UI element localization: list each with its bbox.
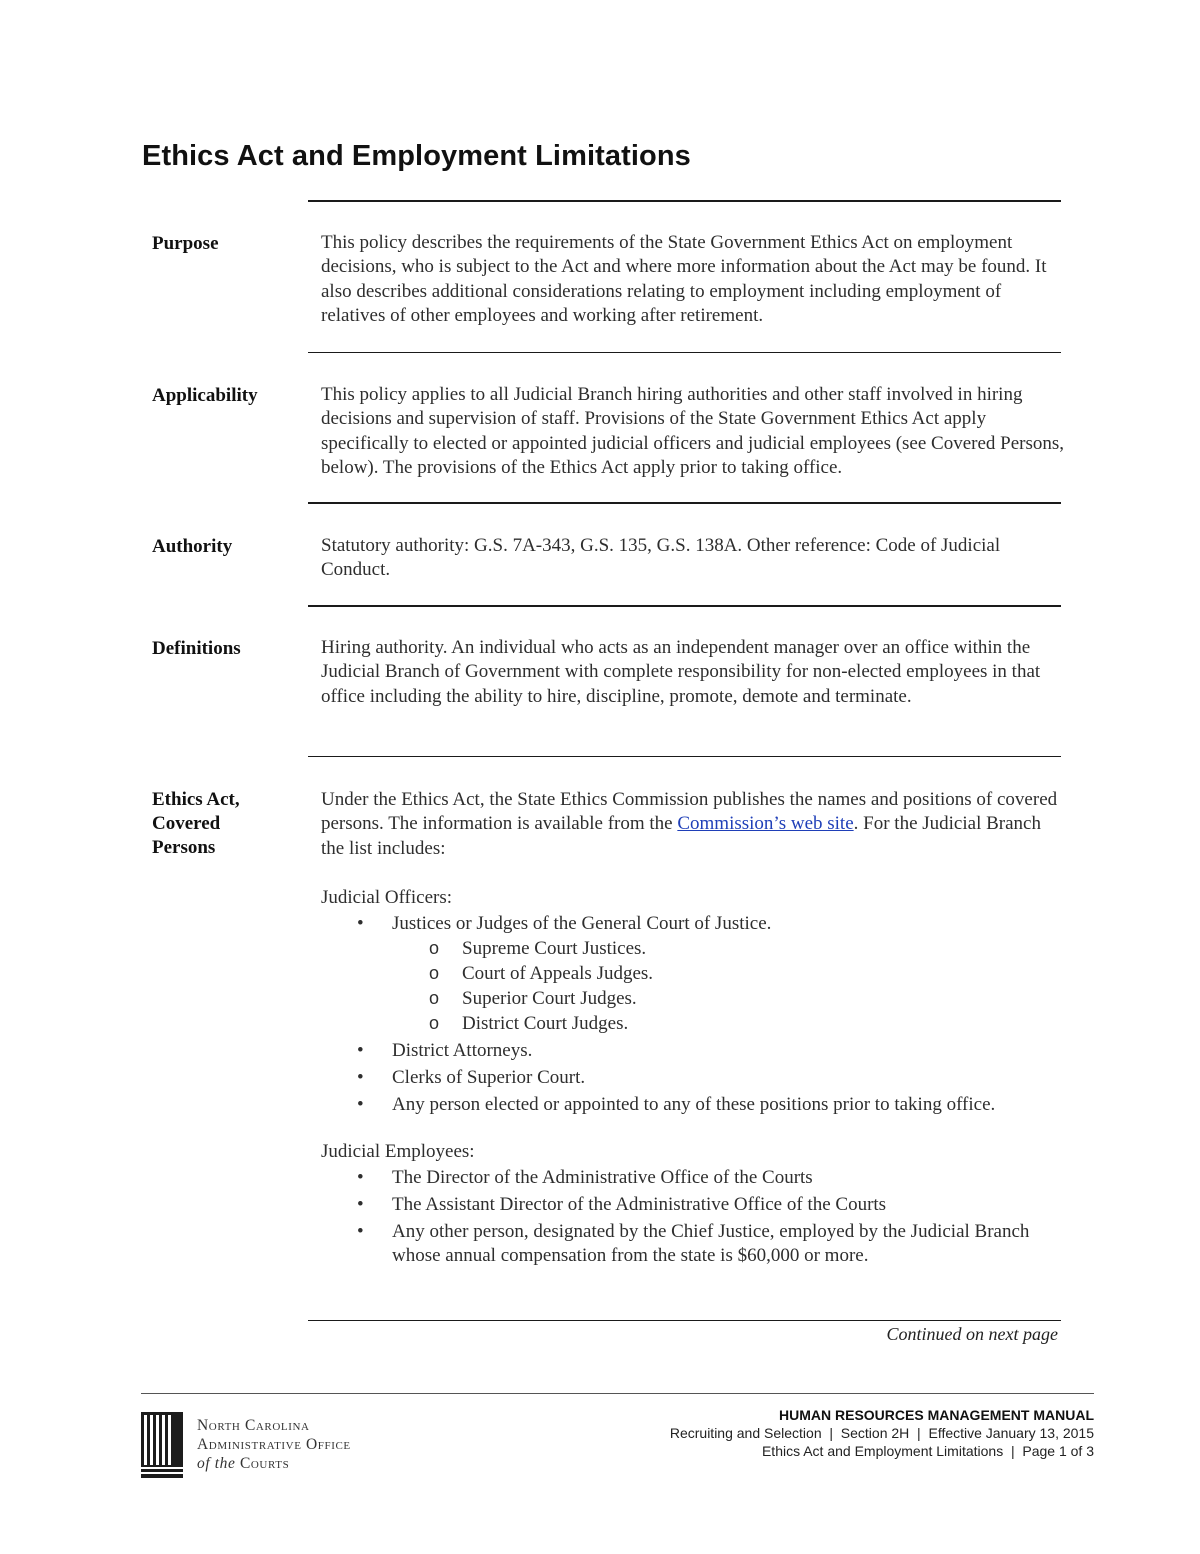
officers-heading: Judicial Officers: (321, 886, 453, 908)
list-item (321, 1066, 1066, 1090)
list-item-text: Any other person, designated by the Chief Justice, employed by the Judicial Branch whose annual compensation from the state is $60,000 or more. (392, 1221, 1030, 1267)
list-item (321, 1166, 1066, 1190)
definitions-label: Definitions (152, 638, 241, 659)
logo-line-text: Courts (235, 1455, 290, 1472)
hollow-circle-icon: o (429, 1012, 440, 1033)
aoc-logo-text (197, 1416, 351, 1473)
covered-intro-text: . For the Judicial Branch the list includes: (321, 813, 1041, 859)
covered-label-line: Persons (152, 837, 216, 858)
list-item-text: Justices or Judges of the General Court of Justice. (392, 913, 772, 935)
list-item (321, 1039, 1066, 1063)
footer-divider (141, 1393, 1094, 1394)
list-item-text: Clerks of Superior Court. (392, 1066, 586, 1088)
section-divider (308, 1320, 1061, 1321)
footer-section-info: Recruiting and Selection | Section 2H | Effective January 13, 2015 (669, 1425, 1094, 1441)
covered-label-line: Covered (152, 813, 221, 834)
purpose-text: This policy describes the requirements of the State Government Ethics Act on employment decisions, who is subject to the Act and where more information about the Act may be found. It also describes additional considerations relating to employment including employment of relatives of other employees and working after retirement. (321, 232, 1047, 326)
sub-list-item-text: Court of Appeals Judges. (462, 963, 654, 985)
page-title: Ethics Act and Employment Limitations (142, 140, 691, 172)
bullet-dot-icon: • (357, 1066, 364, 1088)
courthouse-columns-logo-icon (141, 1412, 183, 1478)
authority-text: Statutory authority: G.S. 7A-343, G.S. 135, G.S. 138A. Other reference: Code of Judicial Conduct. (321, 535, 1001, 581)
sub-list-item (392, 937, 1066, 961)
courts-sublist (392, 937, 1066, 1035)
covered-label-line: Ethics Act, (152, 789, 240, 810)
footer-info (670, 1406, 1094, 1460)
list-item-text: District Attorneys. (392, 1039, 533, 1061)
hollow-circle-icon: o (429, 987, 440, 1008)
section-divider (308, 502, 1061, 504)
list-item-text: The Director of the Administrative Office of the Courts (392, 1167, 813, 1189)
continued-note: Continued on next page (886, 1324, 1058, 1344)
logo-italic-text: of the (197, 1455, 236, 1472)
covered-persons-label (152, 788, 240, 860)
purpose-label: Purpose (152, 233, 219, 254)
employees-heading: Judicial Employees: (321, 1140, 475, 1162)
sub-list-item (392, 1012, 1066, 1036)
list-item (321, 1220, 1066, 1269)
logo-line: Administrative Office (197, 1436, 351, 1453)
section-divider (308, 200, 1061, 202)
employees-list (321, 1166, 1066, 1269)
bullet-dot-icon: • (357, 1221, 364, 1243)
logo-line (197, 1454, 351, 1473)
section-divider (308, 605, 1061, 607)
section-divider (308, 352, 1061, 353)
bullet-dot-icon: • (357, 1039, 364, 1061)
bullet-dot-icon: • (357, 1194, 364, 1216)
covered-intro (321, 788, 1066, 861)
list-item-text: The Assistant Director of the Administrative Office of the Courts (392, 1194, 887, 1216)
applicability-label: Applicability (152, 385, 258, 406)
sub-list-item (392, 962, 1066, 986)
sub-list-item-text: Supreme Court Justices. (462, 938, 647, 960)
list-item (321, 1093, 1066, 1117)
applicability-text: This policy applies to all Judicial Branch hiring authorities and other staff involved in hiring decisions and supervision of staff. Provisions of the State Government Ethics Act apply specifically to elected or appointed judicial officers and judicial employees (see Covered Persons, below). The provisions of the Ethics Act apply prior to taking office. (321, 384, 1065, 478)
list-item-text: Any person elected or appointed to any of these positions prior to taking office. (392, 1093, 996, 1115)
section-divider (308, 756, 1061, 757)
commission-web-site-link[interactable]: Commission’s web site (677, 813, 854, 835)
sub-list-item (392, 987, 1066, 1011)
logo-line: North Carolina (197, 1417, 310, 1434)
covered-intro-text: Under the Ethics Act, the State Ethics Commission publishes the names and positions of covered persons. The information is available from the (321, 789, 1058, 835)
hollow-circle-icon: o (429, 963, 440, 984)
authority-label: Authority (152, 536, 233, 557)
list-item (321, 912, 1066, 1036)
manual-title: HUMAN RESOURCES MANAGEMENT MANUAL (779, 1407, 1094, 1423)
covered-persons-body (321, 788, 1066, 1271)
bullet-dot-icon: • (357, 1093, 364, 1115)
bullet-dot-icon: • (357, 1167, 364, 1189)
officers-list (321, 912, 1066, 1117)
definitions-text: Hiring authority. An individual who acts as an independent manager over an office within the Judicial Branch of Government with complete responsibility for non-elected employees in that office including the ability to hire, discipline, promote, demote and terminate. (321, 637, 1041, 707)
hollow-circle-icon: o (429, 938, 440, 959)
sub-list-item-text: Superior Court Judges. (462, 987, 637, 1009)
list-item (321, 1193, 1066, 1217)
bullet-dot-icon: • (357, 913, 364, 935)
sub-list-item-text: District Court Judges. (462, 1012, 629, 1034)
footer-page-info: Ethics Act and Employment Limitations | Page 1 of 3 (761, 1443, 1094, 1459)
